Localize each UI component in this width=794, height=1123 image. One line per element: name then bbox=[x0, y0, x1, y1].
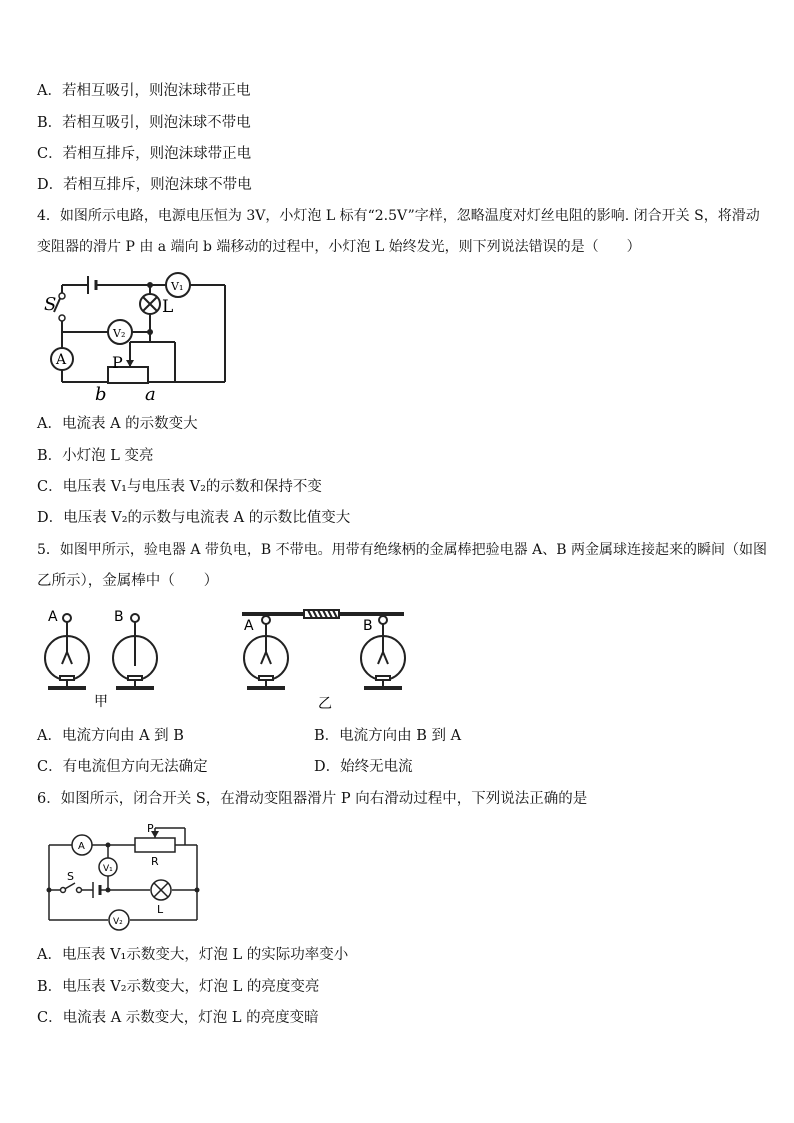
q6-label-rheostat: R bbox=[151, 855, 159, 868]
q4-stem-line1: 4．如图所示电路，电源电压恒为 3V，小灯泡 L 标有“2.5V”字样，忽略温度对灯丝电阻的影响. 闭合开关 S，将滑动 bbox=[37, 208, 760, 224]
q6-circuit-diagram bbox=[45, 820, 215, 930]
q5-stem-line2: 乙所示），金属棒中（ ） bbox=[37, 573, 219, 589]
q5-caption-jia: 甲 bbox=[94, 694, 108, 710]
q6-label-slider: P bbox=[147, 822, 154, 835]
q4-option-b: B．小灯泡 L 变亮 bbox=[37, 448, 154, 464]
q5-option-c: C．有电流但方向无法确定 bbox=[37, 759, 208, 775]
q5-option-d: D．始终无电流 bbox=[314, 759, 413, 775]
q6-label-v1: V₁ bbox=[103, 864, 113, 874]
q5-yi-label-a: A bbox=[244, 618, 254, 634]
q4-label-slider: P bbox=[112, 353, 123, 372]
q4-label-v1: V₁ bbox=[171, 280, 184, 293]
q3-option-b: B．若相互吸引，则泡沫球不带电 bbox=[37, 115, 251, 131]
q6-stem: 6．如图所示，闭合开关 S，在滑动变阻器滑片 P 向右滑动过程中，下列说法正确的是 bbox=[37, 791, 588, 807]
q4-label-end-a: a bbox=[145, 384, 156, 405]
q6-option-a: A．电压表 V₁示数变大，灯泡 L 的实际功率变小 bbox=[37, 947, 349, 963]
q6-option-b: B．电压表 V₂示数变大，灯泡 L 的亮度变亮 bbox=[37, 979, 320, 995]
q6-label-lamp: L bbox=[157, 903, 164, 916]
q6-option-c: C．电流表 A 示数变大，灯泡 L 的亮度变暗 bbox=[37, 1010, 319, 1026]
q4-label-lamp: L bbox=[162, 297, 174, 317]
q4-label-end-b: b bbox=[95, 384, 107, 405]
q5-yi-label-b: B bbox=[363, 618, 373, 634]
q5-jia-label-a: A bbox=[48, 609, 58, 625]
q5-figure-jia bbox=[38, 604, 218, 714]
q4-stem-line2: 变阻器的滑片 P 由 a 端向 b 端移动的过程中，小灯泡 L 始终发光，则下列说法错误的是（ ） bbox=[37, 239, 641, 255]
q5-figure-yi bbox=[238, 604, 418, 714]
q3-option-c: C．若相互排斥，则泡沫球带正电 bbox=[37, 146, 252, 162]
q5-jia-label-b: B bbox=[114, 609, 124, 625]
q4-label-ammeter: A bbox=[56, 352, 67, 368]
q6-label-ammeter: A bbox=[78, 841, 85, 852]
q4-circuit-diagram bbox=[40, 272, 240, 407]
q5-option-a: A．电流方向由 A 到 B bbox=[37, 728, 184, 744]
q4-option-d: D．电压表 V₂的示数与电流表 A 的示数比值变大 bbox=[37, 510, 351, 526]
q4-option-a: A．电流表 A 的示数变大 bbox=[37, 416, 198, 432]
q5-option-b: B．电流方向由 B 到 A bbox=[314, 728, 462, 744]
q5-stem-line1: 5．如图甲所示，验电器 A 带负电，B 不带电。用带有绝缘柄的金属棒把验电器 A、B 两金属球连接起来的瞬间（如图 bbox=[37, 542, 767, 558]
q4-label-v2: V₂ bbox=[113, 327, 126, 340]
q5-caption-yi: 乙 bbox=[318, 696, 332, 712]
q6-label-switch: S bbox=[67, 870, 74, 883]
q3-option-a: A．若相互吸引，则泡沫球带正电 bbox=[37, 83, 251, 99]
q6-label-v2: V₂ bbox=[113, 917, 123, 927]
q4-label-switch: S bbox=[44, 294, 57, 315]
q4-option-c: C．电压表 V₁与电压表 V₂的示数和保持不变 bbox=[37, 479, 322, 495]
q3-option-d: D．若相互排斥，则泡沫球不带电 bbox=[37, 177, 252, 193]
